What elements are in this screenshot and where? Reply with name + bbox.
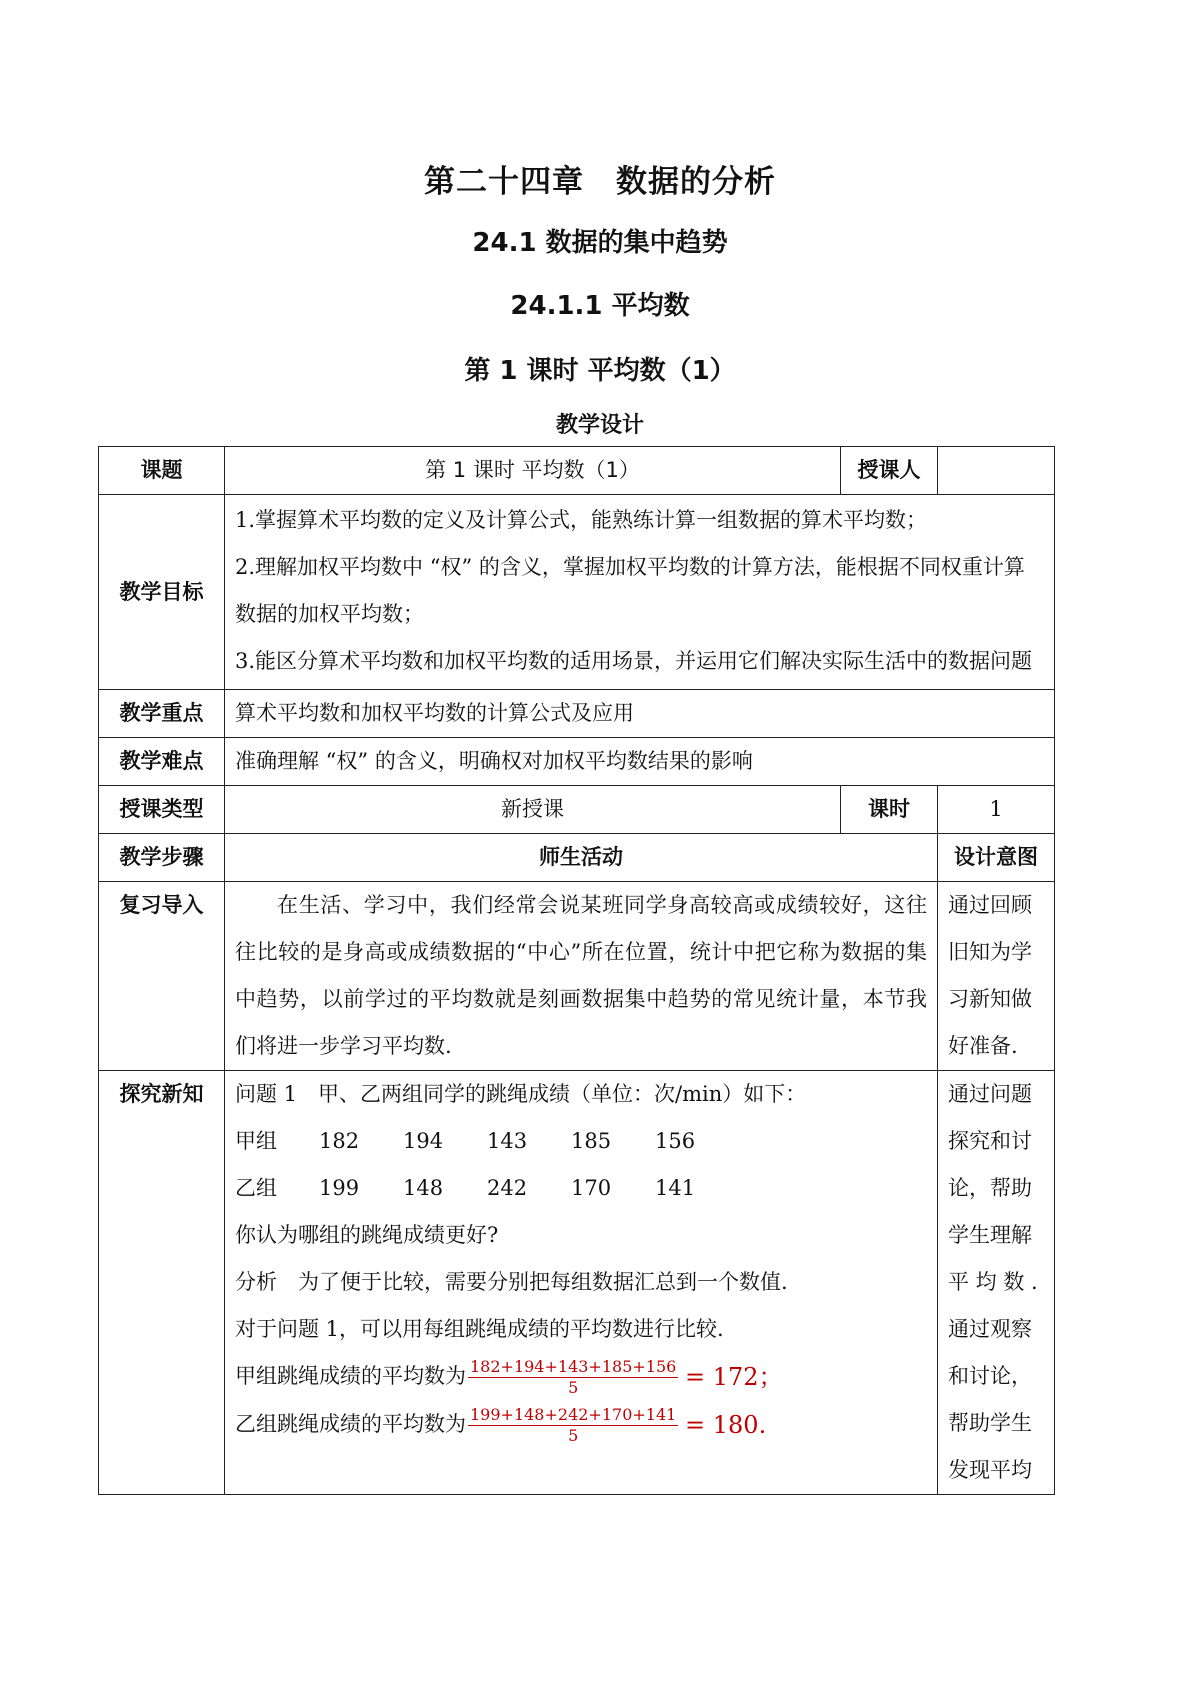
group-a-row (235, 1118, 927, 1165)
mean-a-text: 甲组跳绳成绩的平均数为 (235, 1364, 466, 1388)
mean-a-result: = 172； (685, 1363, 783, 1391)
design-heading: 教学设计 (555, 413, 644, 438)
type-label: 授课类型 (99, 786, 225, 834)
group-b-value: 170 (571, 1176, 612, 1200)
hours-label: 课时 (841, 786, 938, 834)
review-intent-text: 通过回顾旧知为学习新知做好准备. (948, 893, 1032, 1058)
group-a-value: 194 (403, 1129, 444, 1153)
goals-cell (225, 495, 1055, 690)
teacher-value (938, 447, 1055, 495)
group-a-label: 甲组 (235, 1129, 277, 1153)
goal-item: 2.理解加权平均数中 “权” 的含义，掌握加权平均数的计算方法，能根据不同权重计算数据的加权平均数； (235, 555, 1025, 626)
mean-b-fraction (468, 1405, 678, 1446)
mean-a-denominator: 5 (568, 1378, 579, 1397)
hours-value: 1 (938, 786, 1055, 834)
mean-b-denominator: 5 (568, 1426, 579, 1445)
lesson-title: 第 1 课时 平均数（1） (464, 356, 736, 386)
review-cell (225, 882, 938, 1071)
table-row (99, 834, 1055, 882)
subsection-title: 24.1.1 平均数 (510, 291, 690, 321)
group-b-row (235, 1165, 927, 1212)
difficulty-value: 准确理解 “权” 的含义，明确权对加权平均数结果的影响 (225, 738, 1055, 786)
review-label: 复习导入 (99, 882, 225, 1071)
lesson-plan-table (98, 446, 1055, 1495)
group-b-value: 242 (487, 1176, 528, 1200)
steps-label: 教学步骤 (99, 834, 225, 882)
table-row (99, 1071, 1055, 1495)
table-row (99, 738, 1055, 786)
group-a-value: 143 (487, 1129, 528, 1153)
mean-a-numerator: 182+194+143+185+156 (470, 1357, 677, 1376)
section-title: 24.1 数据的集中趋势 (472, 228, 728, 258)
mean-b-numerator: 199+148+242+170+141 (470, 1405, 677, 1424)
group-b-value: 199 (319, 1176, 360, 1200)
group-a-value: 185 (571, 1129, 612, 1153)
type-value: 新授课 (225, 786, 841, 834)
explore-cell (225, 1071, 938, 1495)
topic-label: 课题 (99, 447, 225, 495)
table-row (99, 786, 1055, 834)
key-label: 教学重点 (99, 690, 225, 738)
mean-a-fraction (468, 1357, 678, 1398)
goal-item: 3.能区分算术平均数和加权平均数的适用场景，并运用它们解决实际生活中的数据问题 (235, 649, 1033, 673)
group-a-value: 182 (319, 1129, 360, 1153)
chapter-title: 第二十四章 数据的分析 (424, 164, 776, 200)
mean-b-text: 乙组跳绳成绩的平均数为 (235, 1412, 466, 1436)
review-intent (938, 882, 1055, 1071)
intent-label: 设计意图 (938, 834, 1055, 882)
table-row (99, 690, 1055, 738)
analysis: 分析 为了便于比较，需要分别把每组数据汇总到一个数值. (235, 1270, 788, 1294)
explore-intent-text: 通过问题探究和讨论，帮助学生理解平 均 数 .通过观察和讨论，帮助学生发现平均 (948, 1082, 1038, 1482)
group-b-value: 141 (655, 1176, 696, 1200)
activity-label: 师生活动 (225, 834, 938, 882)
key-value: 算术平均数和加权平均数的计算公式及应用 (225, 690, 1055, 738)
topic-value: 第 1 课时 平均数（1） (225, 447, 841, 495)
mean-b-line (235, 1401, 927, 1449)
review-text: 在生活、学习中，我们经常会说某班同学身高较高或成绩较好，这往往比较的是身高或成绩数据的“中心”所在位置，统计中把它称为数据的集中趋势，以前学过的平均数就是刻画数据集中趋势的常见统计量，本节我们将进一步学习平均数. (235, 893, 927, 1058)
table-row (99, 882, 1055, 1071)
teacher-label: 授课人 (841, 447, 938, 495)
goal-item: 1.掌握算术平均数的定义及计算公式，能熟练计算一组数据的算术平均数； (235, 508, 928, 532)
difficulty-label: 教学难点 (99, 738, 225, 786)
group-a-value: 156 (655, 1129, 696, 1153)
mean-b-result: = 180. (685, 1411, 767, 1439)
problem-intro: 问题 1 甲、乙两组同学的跳绳成绩（单位：次/min）如下： (235, 1082, 807, 1106)
goals-label: 教学目标 (99, 495, 225, 690)
group-b-value: 148 (403, 1176, 444, 1200)
question: 你认为哪组的跳绳成绩更好? (235, 1223, 499, 1247)
group-b-label: 乙组 (235, 1176, 277, 1200)
table-row (99, 447, 1055, 495)
explore-intent (938, 1071, 1055, 1495)
mean-a-line (235, 1353, 927, 1401)
explore-label: 探究新知 (99, 1071, 225, 1495)
table-row (99, 495, 1055, 690)
method: 对于问题 1，可以用每组跳绳成绩的平均数进行比较. (235, 1317, 724, 1341)
